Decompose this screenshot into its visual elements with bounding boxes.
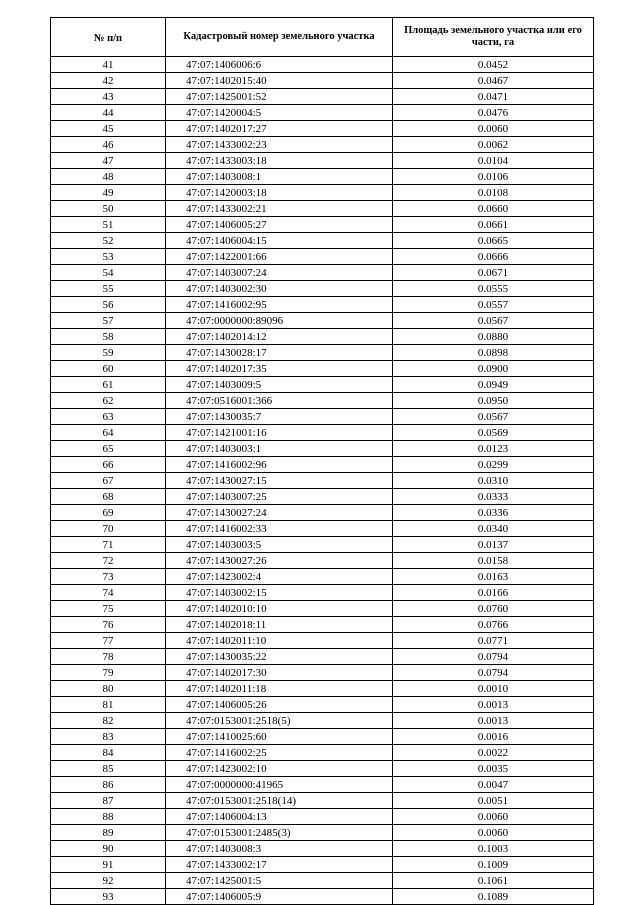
- table-row: [51, 73, 594, 89]
- cadastral-number-cell: 47:07:1406006:6: [166, 57, 393, 73]
- area-cell: 0.0060: [393, 121, 594, 137]
- table-row: [51, 345, 594, 361]
- cadastral-number-cell: 47:07:1406004:15: [166, 233, 393, 249]
- area-cell: 0.0123: [393, 441, 594, 457]
- table-row: [51, 169, 594, 185]
- table-header-row: [51, 18, 594, 57]
- area-cell: 0.0108: [393, 185, 594, 201]
- row-number-cell: 67: [51, 473, 166, 489]
- document-page: [50, 17, 593, 905]
- table-row: [51, 761, 594, 777]
- cadastral-number-cell: 47:07:1402014:12: [166, 329, 393, 345]
- cadastral-number-cell: 47:07:0000000:41965: [166, 777, 393, 793]
- row-number-cell: 61: [51, 377, 166, 393]
- row-number-cell: 69: [51, 505, 166, 521]
- row-number-cell: 92: [51, 873, 166, 889]
- table-row: [51, 585, 594, 601]
- row-number-cell: 66: [51, 457, 166, 473]
- row-number-cell: 55: [51, 281, 166, 297]
- area-cell: 0.0062: [393, 137, 594, 153]
- table-row: [51, 825, 594, 841]
- area-cell: 0.0104: [393, 153, 594, 169]
- cadastral-number-cell: 47:07:1433003:18: [166, 153, 393, 169]
- table-row: [51, 105, 594, 121]
- area-cell: 0.0051: [393, 793, 594, 809]
- area-cell: 0.0567: [393, 409, 594, 425]
- row-number-cell: 80: [51, 681, 166, 697]
- row-number-cell: 93: [51, 889, 166, 905]
- row-number-cell: 46: [51, 137, 166, 153]
- row-number-cell: 88: [51, 809, 166, 825]
- cadastral-number-cell: 47:07:1403002:15: [166, 585, 393, 601]
- cadastral-number-cell: 47:07:1402017:30: [166, 665, 393, 681]
- table-row: [51, 777, 594, 793]
- area-cell: 0.0766: [393, 617, 594, 633]
- header-cadastral-number: Кадастровый номер земельного участка: [166, 18, 393, 57]
- cadastral-number-cell: 47:07:1406005:26: [166, 697, 393, 713]
- table-row: [51, 297, 594, 313]
- cadastral-number-cell: 47:07:1402017:35: [166, 361, 393, 377]
- area-cell: 0.0013: [393, 697, 594, 713]
- area-cell: 0.0340: [393, 521, 594, 537]
- area-cell: 0.0035: [393, 761, 594, 777]
- row-number-cell: 79: [51, 665, 166, 681]
- cadastral-number-cell: 47:07:1403002:30: [166, 281, 393, 297]
- cadastral-number-cell: 47:07:1403008:3: [166, 841, 393, 857]
- land-plots-table: [50, 17, 594, 905]
- table-row: [51, 553, 594, 569]
- cadastral-number-cell: 47:07:1416002:95: [166, 297, 393, 313]
- area-cell: 0.0060: [393, 809, 594, 825]
- area-cell: 0.0016: [393, 729, 594, 745]
- table-row: [51, 313, 594, 329]
- row-number-cell: 43: [51, 89, 166, 105]
- cadastral-number-cell: 47:07:1430035:7: [166, 409, 393, 425]
- table-row: [51, 441, 594, 457]
- area-cell: 0.0760: [393, 601, 594, 617]
- cadastral-number-cell: 47:07:1402015:40: [166, 73, 393, 89]
- area-cell: 0.0898: [393, 345, 594, 361]
- row-number-cell: 62: [51, 393, 166, 409]
- cadastral-number-cell: 47:07:1402011:10: [166, 633, 393, 649]
- cadastral-number-cell: 47:07:0153001:2485(3): [166, 825, 393, 841]
- cadastral-number-cell: 47:07:1403007:25: [166, 489, 393, 505]
- table-row: [51, 889, 594, 905]
- cadastral-number-cell: 47:07:1433002:23: [166, 137, 393, 153]
- cadastral-number-cell: 47:07:1416002:33: [166, 521, 393, 537]
- table-body: [51, 57, 594, 905]
- row-number-cell: 49: [51, 185, 166, 201]
- cadastral-number-cell: 47:07:1430027:15: [166, 473, 393, 489]
- row-number-cell: 83: [51, 729, 166, 745]
- table-row: [51, 393, 594, 409]
- table-row: [51, 201, 594, 217]
- row-number-cell: 74: [51, 585, 166, 601]
- header-row-number: № п/п: [51, 18, 166, 57]
- area-cell: 0.0060: [393, 825, 594, 841]
- area-cell: 0.0794: [393, 649, 594, 665]
- table-row: [51, 681, 594, 697]
- row-number-cell: 82: [51, 713, 166, 729]
- cadastral-number-cell: 47:07:1420003:18: [166, 185, 393, 201]
- table-row: [51, 425, 594, 441]
- cadastral-number-cell: 47:07:1425001:5: [166, 873, 393, 889]
- table-row: [51, 457, 594, 473]
- table-row: [51, 265, 594, 281]
- row-number-cell: 91: [51, 857, 166, 873]
- cadastral-number-cell: 47:07:1420004:5: [166, 105, 393, 121]
- area-cell: 0.0022: [393, 745, 594, 761]
- row-number-cell: 70: [51, 521, 166, 537]
- row-number-cell: 90: [51, 841, 166, 857]
- area-cell: 0.0557: [393, 297, 594, 313]
- table-row: [51, 361, 594, 377]
- area-cell: 0.0671: [393, 265, 594, 281]
- table-row: [51, 649, 594, 665]
- area-cell: 0.0158: [393, 553, 594, 569]
- table-row: [51, 633, 594, 649]
- cadastral-number-cell: 47:07:1406005:27: [166, 217, 393, 233]
- row-number-cell: 85: [51, 761, 166, 777]
- cadastral-number-cell: 47:07:1430027:26: [166, 553, 393, 569]
- area-cell: 0.0794: [393, 665, 594, 681]
- row-number-cell: 58: [51, 329, 166, 345]
- table-row: [51, 281, 594, 297]
- row-number-cell: 68: [51, 489, 166, 505]
- table-row: [51, 249, 594, 265]
- table-row: [51, 121, 594, 137]
- cadastral-number-cell: 47:07:1402011:18: [166, 681, 393, 697]
- area-cell: 0.0900: [393, 361, 594, 377]
- table-row: [51, 713, 594, 729]
- area-cell: 0.0569: [393, 425, 594, 441]
- area-cell: 0.0661: [393, 217, 594, 233]
- area-cell: 0.0665: [393, 233, 594, 249]
- cadastral-number-cell: 47:07:1406005:9: [166, 889, 393, 905]
- row-number-cell: 77: [51, 633, 166, 649]
- area-cell: 0.0137: [393, 537, 594, 553]
- table-row: [51, 505, 594, 521]
- row-number-cell: 45: [51, 121, 166, 137]
- cadastral-number-cell: 47:07:1425001:52: [166, 89, 393, 105]
- table-row: [51, 601, 594, 617]
- cadastral-number-cell: 47:07:1430035:22: [166, 649, 393, 665]
- row-number-cell: 41: [51, 57, 166, 73]
- row-number-cell: 81: [51, 697, 166, 713]
- row-number-cell: 65: [51, 441, 166, 457]
- table-row: [51, 153, 594, 169]
- cadastral-number-cell: 47:07:1403009:5: [166, 377, 393, 393]
- cadastral-number-cell: 47:07:0000000:89096: [166, 313, 393, 329]
- cadastral-number-cell: 47:07:1403003:5: [166, 537, 393, 553]
- table-row: [51, 537, 594, 553]
- table-row: [51, 617, 594, 633]
- table-row: [51, 409, 594, 425]
- table-row: [51, 873, 594, 889]
- row-number-cell: 89: [51, 825, 166, 841]
- area-cell: 0.0476: [393, 105, 594, 121]
- cadastral-number-cell: 47:07:1410025:60: [166, 729, 393, 745]
- area-cell: 0.0310: [393, 473, 594, 489]
- area-cell: 0.1089: [393, 889, 594, 905]
- cadastral-number-cell: 47:07:1421001:16: [166, 425, 393, 441]
- row-number-cell: 87: [51, 793, 166, 809]
- area-cell: 0.1003: [393, 841, 594, 857]
- row-number-cell: 84: [51, 745, 166, 761]
- area-cell: 0.0047: [393, 777, 594, 793]
- table-row: [51, 569, 594, 585]
- table-row: [51, 857, 594, 873]
- row-number-cell: 59: [51, 345, 166, 361]
- area-cell: 0.0467: [393, 73, 594, 89]
- area-cell: 0.0166: [393, 585, 594, 601]
- cadastral-number-cell: 47:07:1433002:17: [166, 857, 393, 873]
- cadastral-number-cell: 47:07:1402017:27: [166, 121, 393, 137]
- header-area: Площадь земельного участка или его части, га: [393, 18, 594, 57]
- row-number-cell: 44: [51, 105, 166, 121]
- table-row: [51, 137, 594, 153]
- table-row: [51, 233, 594, 249]
- cadastral-number-cell: 47:07:1402010:10: [166, 601, 393, 617]
- table-row: [51, 729, 594, 745]
- row-number-cell: 71: [51, 537, 166, 553]
- area-cell: 0.0950: [393, 393, 594, 409]
- row-number-cell: 76: [51, 617, 166, 633]
- row-number-cell: 50: [51, 201, 166, 217]
- row-number-cell: 56: [51, 297, 166, 313]
- table-row: [51, 89, 594, 105]
- cadastral-number-cell: 47:07:1403003:1: [166, 441, 393, 457]
- cadastral-number-cell: 47:07:1433002:21: [166, 201, 393, 217]
- area-cell: 0.0163: [393, 569, 594, 585]
- row-number-cell: 47: [51, 153, 166, 169]
- row-number-cell: 42: [51, 73, 166, 89]
- cadastral-number-cell: 47:07:1423002:10: [166, 761, 393, 777]
- row-number-cell: 64: [51, 425, 166, 441]
- cadastral-number-cell: 47:07:1402018:11: [166, 617, 393, 633]
- cadastral-number-cell: 47:07:1403008:1: [166, 169, 393, 185]
- area-cell: 0.0336: [393, 505, 594, 521]
- row-number-cell: 52: [51, 233, 166, 249]
- area-cell: 0.0471: [393, 89, 594, 105]
- table-row: [51, 793, 594, 809]
- area-cell: 0.0771: [393, 633, 594, 649]
- area-cell: 0.0299: [393, 457, 594, 473]
- table-row: [51, 489, 594, 505]
- row-number-cell: 73: [51, 569, 166, 585]
- table-row: [51, 329, 594, 345]
- area-cell: 0.0333: [393, 489, 594, 505]
- row-number-cell: 54: [51, 265, 166, 281]
- area-cell: 0.0010: [393, 681, 594, 697]
- area-cell: 0.0949: [393, 377, 594, 393]
- cadastral-number-cell: 47:07:1423002:4: [166, 569, 393, 585]
- row-number-cell: 72: [51, 553, 166, 569]
- area-cell: 0.1009: [393, 857, 594, 873]
- cadastral-number-cell: 47:07:1406004:13: [166, 809, 393, 825]
- row-number-cell: 51: [51, 217, 166, 233]
- area-cell: 0.1061: [393, 873, 594, 889]
- area-cell: 0.0106: [393, 169, 594, 185]
- cadastral-number-cell: 47:07:0153001:2518(14): [166, 793, 393, 809]
- cadastral-number-cell: 47:07:1403007:24: [166, 265, 393, 281]
- row-number-cell: 75: [51, 601, 166, 617]
- table-row: [51, 185, 594, 201]
- table-row: [51, 57, 594, 73]
- row-number-cell: 48: [51, 169, 166, 185]
- cadastral-number-cell: 47:07:0153001:2518(5): [166, 713, 393, 729]
- table-row: [51, 745, 594, 761]
- table-row: [51, 841, 594, 857]
- row-number-cell: 86: [51, 777, 166, 793]
- cadastral-number-cell: 47:07:1422001:66: [166, 249, 393, 265]
- table-row: [51, 217, 594, 233]
- table-row: [51, 377, 594, 393]
- table-row: [51, 665, 594, 681]
- area-cell: 0.0567: [393, 313, 594, 329]
- area-cell: 0.0666: [393, 249, 594, 265]
- cadastral-number-cell: 47:07:0516001:366: [166, 393, 393, 409]
- table-row: [51, 697, 594, 713]
- table-row: [51, 809, 594, 825]
- table-row: [51, 473, 594, 489]
- cadastral-number-cell: 47:07:1416002:96: [166, 457, 393, 473]
- area-cell: 0.0013: [393, 713, 594, 729]
- row-number-cell: 78: [51, 649, 166, 665]
- row-number-cell: 60: [51, 361, 166, 377]
- row-number-cell: 63: [51, 409, 166, 425]
- cadastral-number-cell: 47:07:1430028:17: [166, 345, 393, 361]
- area-cell: 0.0880: [393, 329, 594, 345]
- area-cell: 0.0555: [393, 281, 594, 297]
- area-cell: 0.0660: [393, 201, 594, 217]
- cadastral-number-cell: 47:07:1416002:25: [166, 745, 393, 761]
- row-number-cell: 53: [51, 249, 166, 265]
- row-number-cell: 57: [51, 313, 166, 329]
- table-row: [51, 521, 594, 537]
- cadastral-number-cell: 47:07:1430027:24: [166, 505, 393, 521]
- area-cell: 0.0452: [393, 57, 594, 73]
